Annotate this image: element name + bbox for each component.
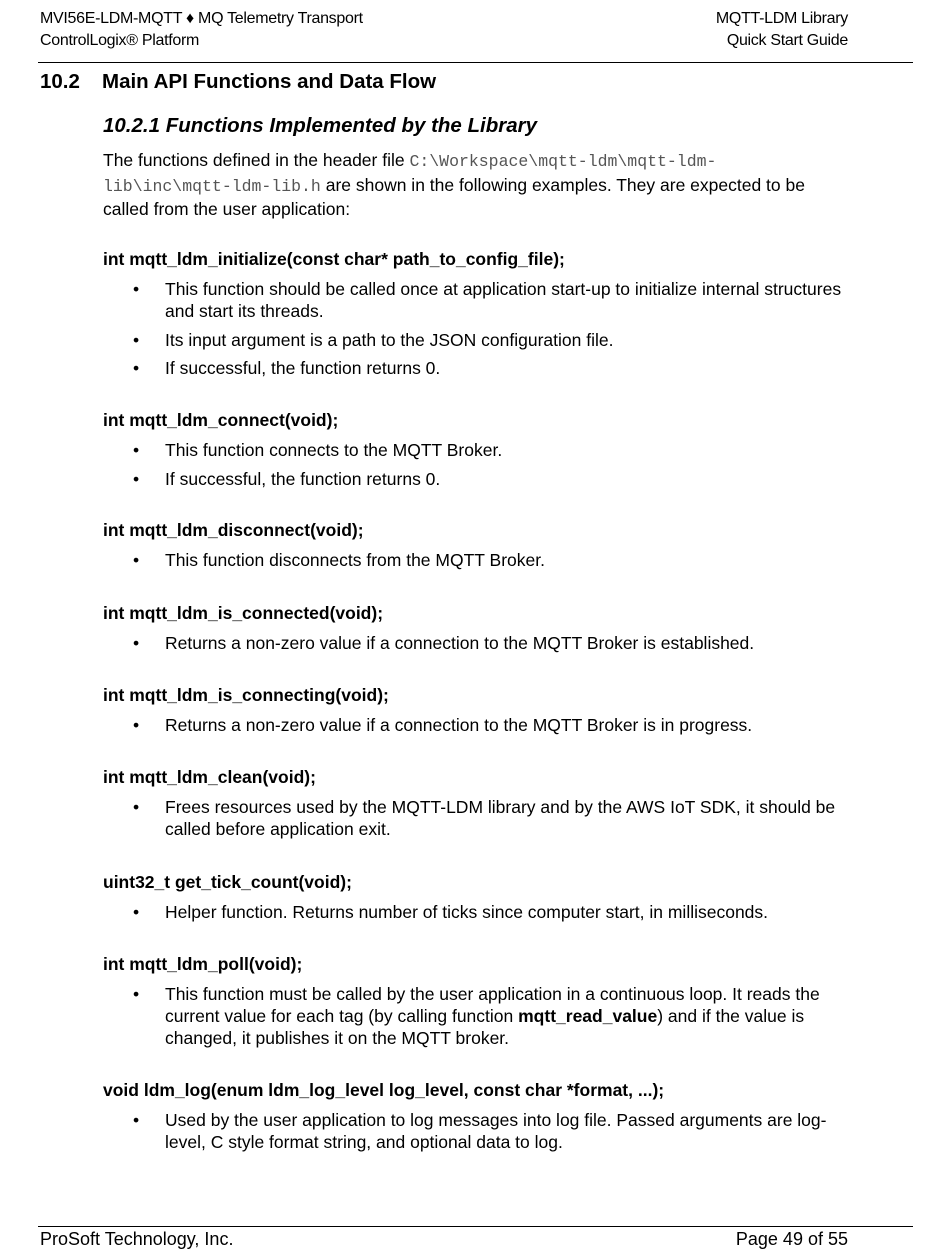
bullet-icon: • — [133, 633, 140, 653]
bullet-icon: • — [133, 715, 140, 735]
function-bullet-list — [103, 1109, 848, 1160]
header-file-path-part1: C:\Workspace\mqtt-ldm\mqtt-ldm- — [409, 152, 717, 171]
function-bullet-list — [103, 983, 848, 1056]
function-signature: int mqtt_ldm_disconnect(void); — [103, 520, 364, 540]
header-doc-line: MQTT-LDM Library — [715, 10, 848, 27]
function-signature: int mqtt_ldm_clean(void); — [103, 767, 316, 787]
function-bullet-list — [103, 278, 848, 386]
function-name-reference: mqtt_read_value — [518, 1006, 658, 1026]
page-header-right — [716, 8, 848, 52]
bullet-icon: • — [133, 440, 140, 460]
list-item: • If successful, the function returns 0. — [133, 468, 441, 489]
bullet-icon: • — [133, 329, 140, 350]
bullet-icon: • — [133, 550, 140, 570]
header-platform-line: ControlLogix® Platform — [40, 32, 200, 49]
list-item: • Frees resources used by the MQTT-LDM library and by the AWS IoT SDK, it should be called before application exit. — [133, 797, 836, 839]
header-product-line: MVI56E-LDM-MQTT ♦ MQ Telemetry Transport — [40, 10, 363, 27]
bullet-icon: • — [133, 902, 140, 922]
section-heading — [40, 70, 436, 94]
section-number: 10.2 — [40, 70, 80, 93]
bullet-icon: • — [133, 984, 140, 1004]
bullet-icon: • — [133, 797, 140, 817]
header-file-path-part2: lib\inc\mqtt-ldm-lib.h — [103, 176, 321, 196]
function-signature: int mqtt_ldm_connect(void); — [103, 410, 339, 430]
function-signature: void ldm_log(enum ldm_log_level log_level, const char *format, ...); — [103, 1080, 665, 1100]
function-bullet-list — [103, 439, 848, 496]
page-number: Page 49 of 55 — [735, 1229, 848, 1249]
intro-text-before: The functions defined in the header file — [103, 150, 410, 170]
subsection-heading: 10.2.1 Functions Implemented by the Library — [103, 114, 538, 137]
list-item: • Returns a non-zero value if a connection to the MQTT Broker is established. — [133, 633, 755, 653]
list-item: • This function connects to the MQTT Broker. — [133, 440, 503, 460]
bullet-icon: • — [133, 279, 140, 299]
header-guide-line: Quick Start Guide — [726, 32, 848, 49]
bullet-icon: • — [133, 1110, 140, 1130]
list-item: • Returns a non-zero value if a connection to the MQTT Broker is in progress. — [133, 715, 753, 735]
footer-company: ProSoft Technology, Inc. — [40, 1229, 234, 1249]
function-signature: int mqtt_ldm_poll(void); — [103, 954, 303, 974]
function-signature: uint32_t get_tick_count(void); — [103, 872, 352, 892]
list-item: • This function disconnects from the MQTT Broker. — [133, 550, 545, 570]
list-item: • If successful, the function returns 0. — [133, 358, 441, 378]
list-item: • Used by the user application to log messages into log file. Passed arguments are log-level, C style format string, and optional data to log. — [133, 1110, 827, 1152]
function-bullet-list — [103, 632, 848, 661]
function-bullet-list — [103, 901, 848, 930]
list-item: • Helper function. Returns number of ticks since computer start, in milliseconds. — [133, 902, 769, 922]
function-signature: int mqtt_ldm_initialize(const char* path_to_config_file); — [103, 249, 565, 269]
function-signature: int mqtt_ldm_is_connected(void); — [103, 603, 384, 623]
function-signature: int mqtt_ldm_is_connecting(void); — [103, 685, 389, 705]
intro-paragraph — [103, 149, 843, 222]
bullet-icon: • — [133, 468, 140, 489]
page-header-left — [40, 8, 363, 52]
list-item: • This function should be called once at application start-up to initialize internal structures and start its threads. — [133, 279, 842, 321]
function-bullet-list — [103, 714, 848, 743]
list-item: • This function must be called by the user application in a continuous loop. It reads the current value for each tag (by calling function mqtt_read_value) and if the value is changed, it publishes it on the MQTT broker. — [133, 984, 820, 1048]
function-bullet-list — [103, 796, 848, 847]
list-item: • Its input argument is a path to the JSON configuration file. — [133, 329, 614, 350]
bullet-icon: • — [133, 358, 140, 378]
function-bullet-list — [103, 549, 848, 578]
intro-text-after: are shown in the following examples. They are expected to be called from the user application: — [103, 174, 805, 219]
header-divider — [38, 62, 913, 63]
footer-divider — [38, 1226, 913, 1227]
section-title: Main API Functions and Data Flow — [102, 70, 437, 93]
